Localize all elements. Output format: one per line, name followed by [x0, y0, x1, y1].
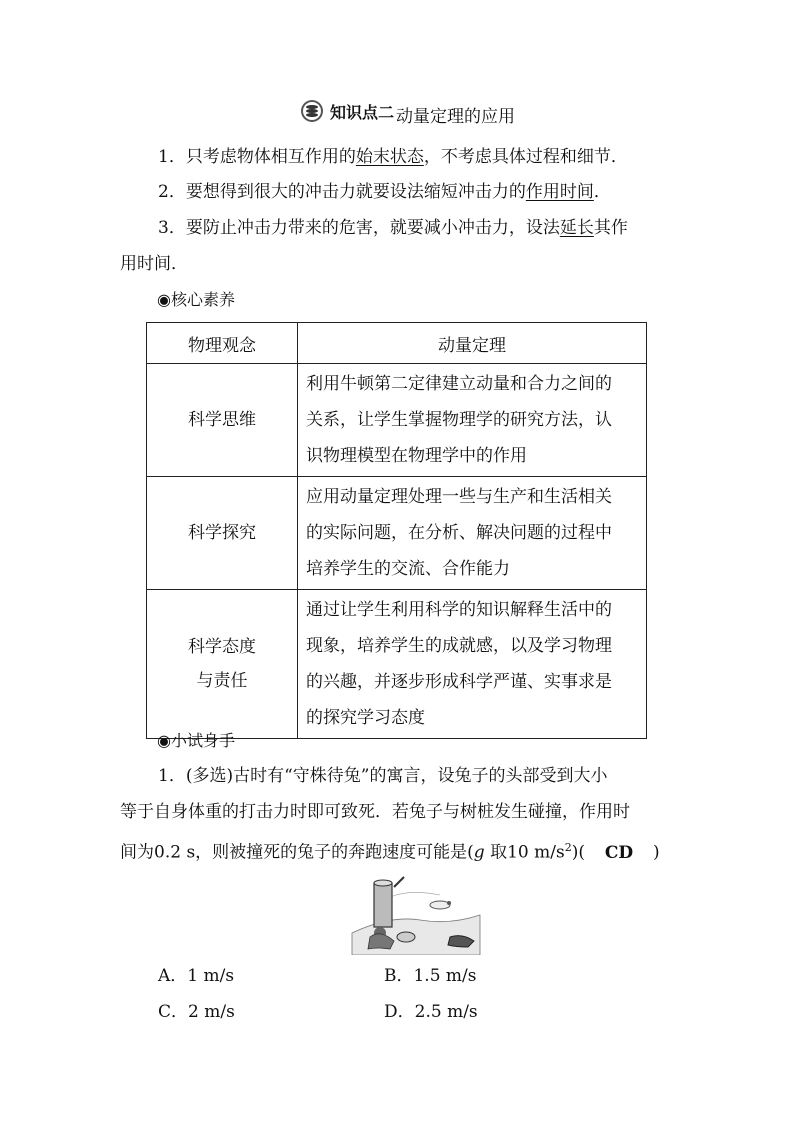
underlined-term: 延长 — [559, 218, 594, 238]
table-header-cell: 物理观念 — [147, 323, 298, 364]
question-line-1: 1．(多选)古时有“守株待兔”的寓言，设兔子的头部受到大小 — [158, 766, 608, 786]
table-row — [147, 477, 647, 590]
row-description: 通过让学生利用科学的知识解释生活中的 现象，培养学生的成就感，以及学习物理 的兴趣，并逐步形成科学严谨、实事求是 的探究学习态度 — [298, 590, 647, 739]
section-heading — [300, 98, 516, 127]
heading-tag: 知识点二 — [330, 102, 395, 122]
underlined-term: 作用时间 — [525, 182, 594, 202]
try-yourself-label: ◉小试身手 — [157, 731, 235, 750]
stack-badge-icon — [300, 99, 324, 123]
table-row — [147, 590, 647, 739]
core-literacy-table — [146, 322, 647, 739]
point-3: 3．要防止冲击力带来的危害，就要减小冲击力，设法延长其作 — [158, 218, 628, 238]
table-header-row — [147, 323, 647, 364]
row-name: 科学探究 — [147, 477, 298, 590]
core-literacy-label: ◉核心素养 — [157, 290, 235, 309]
row-description: 应用动量定理处理一些与生产和生活相关 的实际问题，在分析、解决问题的过程中 培养学生的交流、合作能力 — [298, 477, 647, 590]
point-1: 1．只考虑物体相互作用的始末状态，不考虑具体过程和细节． — [158, 147, 628, 167]
question-line-3: 间为0.2 s，则被撞死的兔子的奔跑速度可能是(g 取10 $m/s^2$)( CD ) — [120, 835, 660, 866]
underlined-term: 始末状态 — [355, 147, 424, 167]
option-d: D．2.5 m/s — [384, 1002, 478, 1022]
table-header-cell: 动量定理 — [298, 323, 647, 364]
option-c: C．2 m/s — [158, 1002, 235, 1022]
stump-rabbit-illustration — [350, 875, 482, 955]
option-a: A．1 m/s — [158, 966, 235, 986]
answer: CD — [604, 842, 634, 863]
row-name: 科学态度 与责任 — [147, 590, 298, 739]
point-2: 2．要想得到很大的冲击力就要设法缩短冲击力的作用时间． — [158, 182, 611, 202]
row-description: 利用牛顿第二定律建立动量和合力之间的 关系，让学生掌握物理学的研究方法，认 识物理模型在物理学中的作用 — [298, 364, 647, 477]
option-b: B．1.5 m/s — [384, 966, 477, 986]
row-name: 科学思维 — [147, 364, 298, 477]
question-line-2: 等于自身体重的打击力时即可致死．若兔子与树桩发生碰撞，作用时 — [120, 802, 630, 822]
heading-title: 动量定理的应用 — [396, 106, 516, 127]
table-row — [147, 364, 647, 477]
point-3-continuation: 用时间． — [120, 254, 188, 274]
